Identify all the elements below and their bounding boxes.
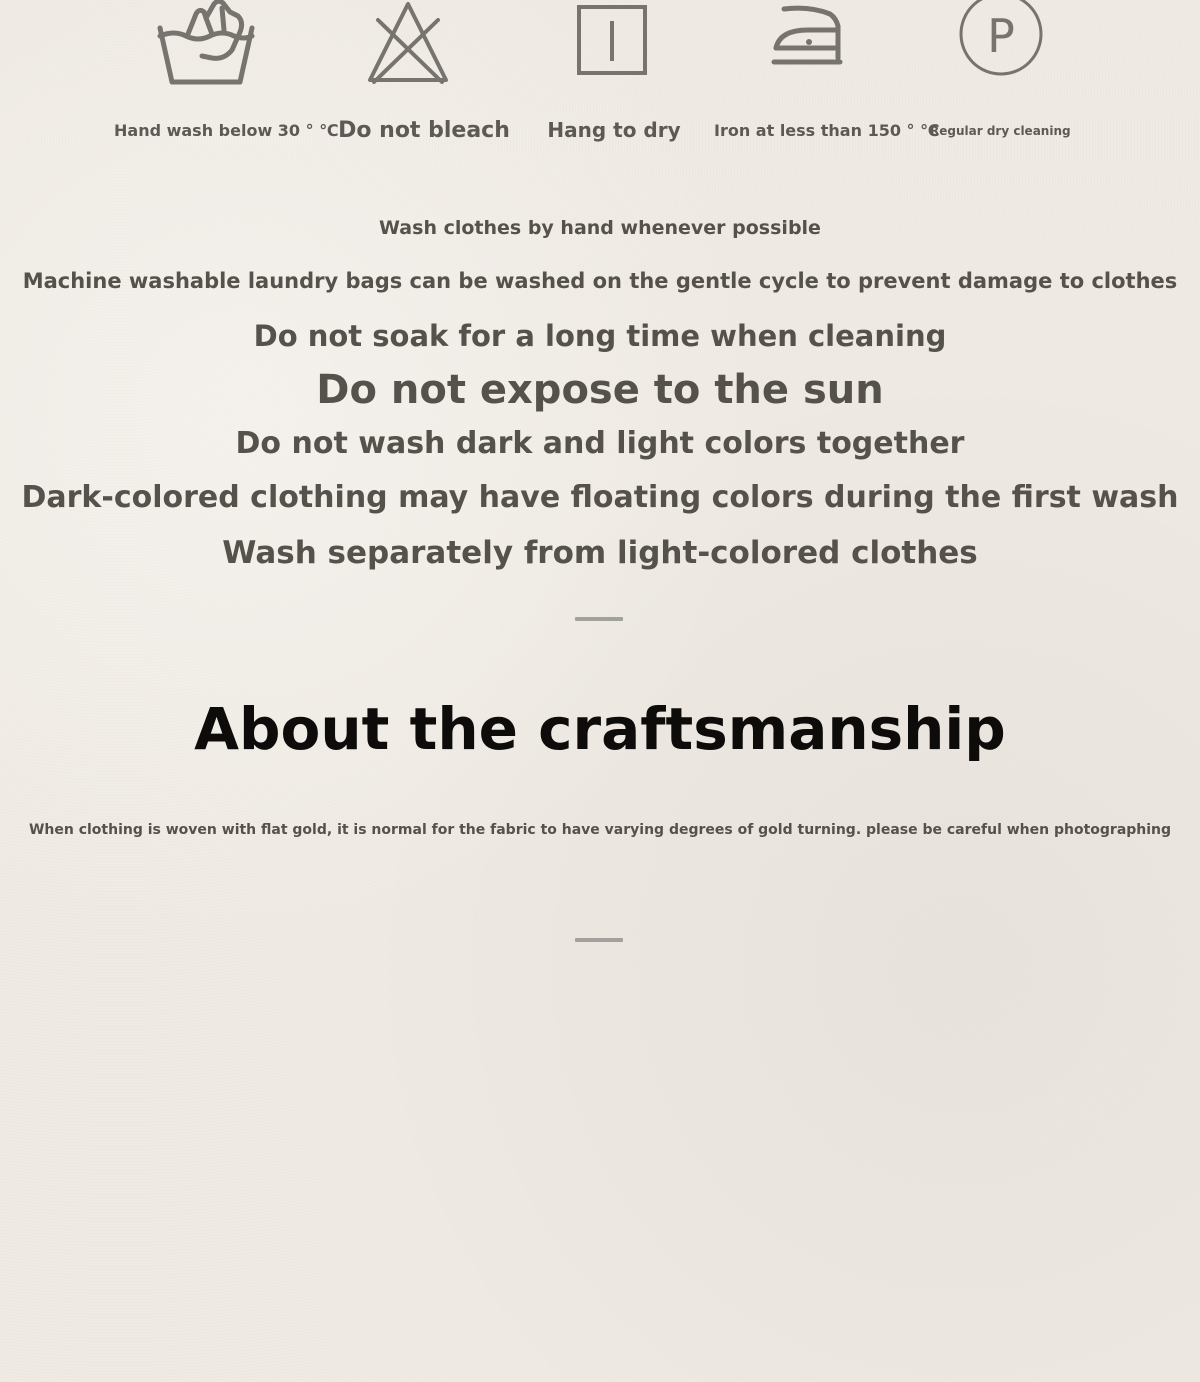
section-divider: [575, 617, 623, 621]
hang-dry-icon: [577, 5, 647, 75]
instruction-hand-wash: Wash clothes by hand whenever possible: [379, 217, 821, 239]
instruction-no-soak: Do not soak for a long time when cleaning: [253, 319, 947, 353]
svg-text:P: P: [987, 9, 1015, 63]
instruction-floating-colors: Dark-colored clothing may have floating colors during the first wash: [21, 480, 1179, 515]
craftsmanship-note: When clothing is woven with flat gold, it is normal for the fabric to have varying degrees of gold turning. please be careful when photographing: [28, 822, 1172, 838]
craftsmanship-title: About the craftsmanship: [194, 695, 1006, 763]
do-not-bleach-label: Do not bleach: [338, 118, 510, 143]
section-divider-bottom: [575, 938, 623, 942]
hand-wash-icon: [152, 0, 260, 92]
dry-clean-p-icon: [958, 0, 1046, 80]
dry-clean-label: Regular dry cleaning: [930, 124, 1071, 138]
iron-label: Iron at less than 150 ° ℃: [714, 121, 940, 140]
do-not-bleach-icon: [364, 0, 452, 86]
instruction-wash-separately: Wash separately from light-colored clothes: [222, 535, 978, 571]
hang-dry-label: Hang to dry: [547, 118, 681, 142]
instruction-laundry-bag: Machine washable laundry bags can be washed on the gentle cycle to prevent damage to clothes: [22, 269, 1178, 293]
instruction-separate-colors: Do not wash dark and light colors together: [235, 426, 965, 461]
iron-icon: [770, 4, 844, 68]
instruction-no-sun: Do not expose to the sun: [316, 367, 884, 413]
hand-wash-label: Hand wash below 30 ° ℃: [114, 121, 339, 140]
